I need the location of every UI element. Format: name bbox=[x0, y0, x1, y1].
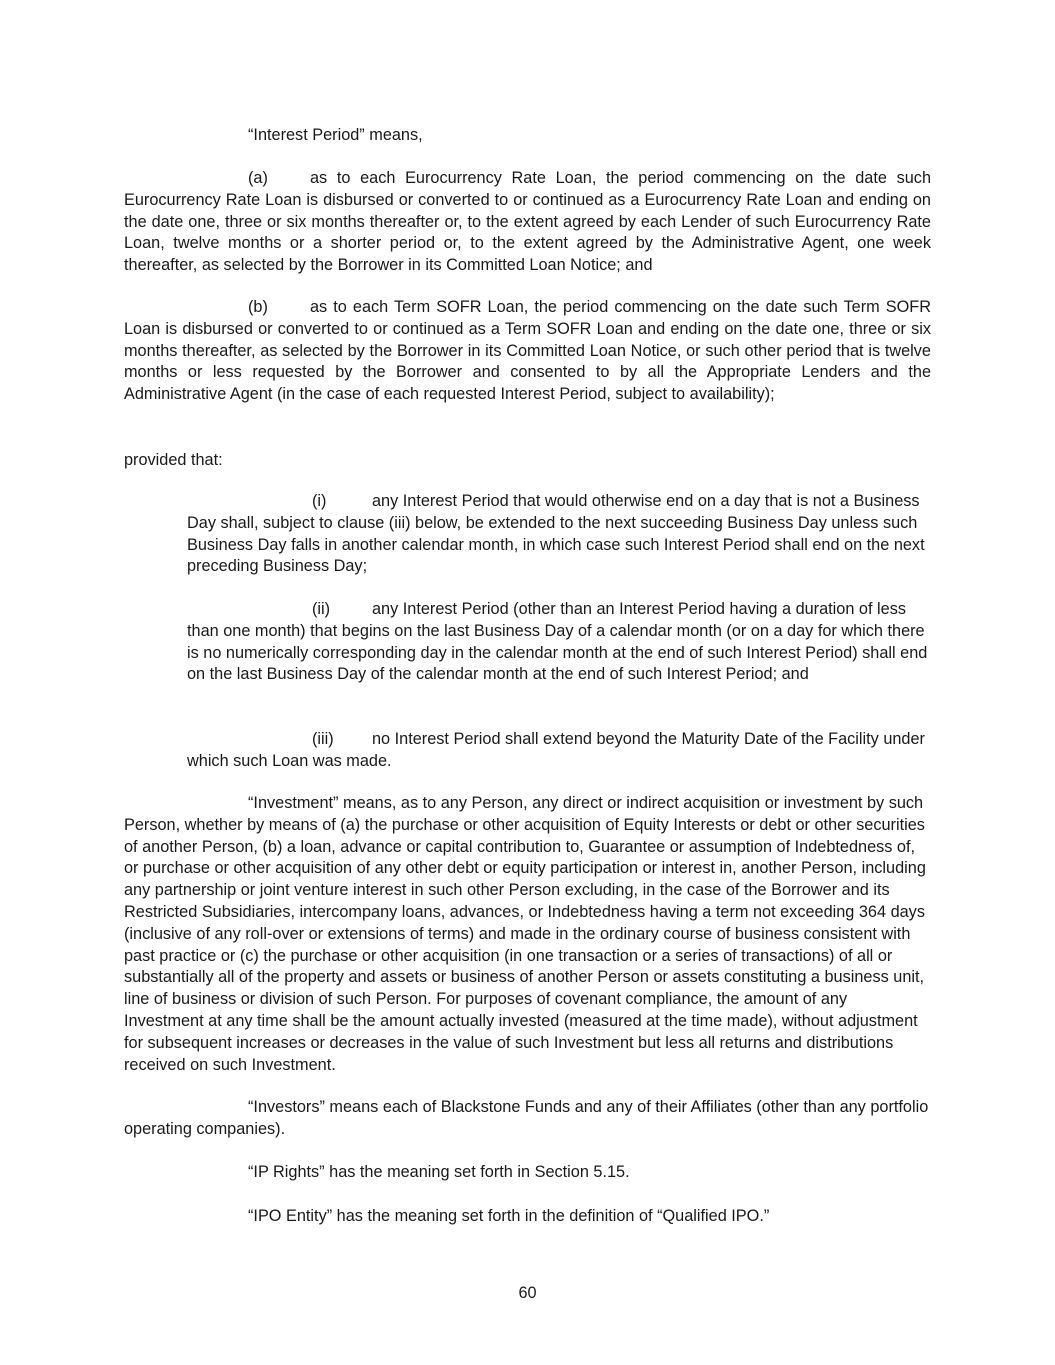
clause-label: (a) bbox=[248, 169, 268, 187]
clause-label: (b) bbox=[248, 298, 268, 316]
page-number: 60 bbox=[518, 1284, 537, 1302]
proviso-label: (ii) bbox=[312, 600, 331, 618]
defined-term: “IP Rights” bbox=[248, 1163, 325, 1181]
interest-period-heading: “Interest Period” means, bbox=[248, 126, 423, 144]
proviso-ii: (ii) any Interest Period (other than an Interest Period having a duration of less than one month) that begins on the last Business Day of a calendar month (or on a day for which there is no numerically corresponding day in the calendar month at the end of such Interest Period) shall end on the last Business Day of the calendar month at the end of such Interest Period; and bbox=[187, 600, 928, 684]
defined-term: “IPO Entity” bbox=[248, 1207, 333, 1225]
provided-that: provided that: bbox=[124, 451, 223, 469]
defined-term: “Investment” bbox=[248, 794, 339, 812]
defined-term: “Interest Period” bbox=[248, 126, 365, 144]
interest-period-clause-b: (b) as to each Term SOFR Loan, the period commencing on the date such Term SOFR Loan is disbursed or converted to or continued as a Term SOFR Loan and ending on the date one, three or six months thereafter, as selected by the Borrower in its Committed Loan Notice, or such other period that is twelve months or less requested by the Borrower and consented to by all the Appropriate Lenders and the Administrative Agent (in the case of each requested Interest Period, subject to availability); bbox=[124, 298, 931, 404]
investors-definition: “Investors” means each of Blackstone Funds and any of their Affiliates (other than any portfolio operating companies). bbox=[124, 1098, 929, 1138]
proviso-label: (iii) bbox=[312, 730, 334, 748]
defined-term: “Investors” bbox=[248, 1098, 325, 1116]
proviso-i: (i) any Interest Period that would otherwise end on a day that is not a Business Day shall, subject to clause (iii) below, be extended to the next succeeding Business Day unless such Business Day falls in another calendar month, in which case such Interest Period shall end on the next preceding Business Day; bbox=[187, 492, 925, 576]
interest-period-clause-a: (a) as to each Eurocurrency Rate Loan, the period commencing on the date such Eurocurrency Rate Loan is disbursed or converted to or continued as a Eurocurrency Rate Loan and ending on the date one, three or six months thereafter or, to the extent agreed by each Lender of such Eurocurrency Rate Loan, twelve months or a shorter period or, to the extent agreed by the Administrative Agent, one week thereafter, as selected by the Borrower in its Committed Loan Notice; and bbox=[124, 169, 931, 275]
ipo-entity-definition: “IPO Entity” has the meaning set forth in the definition of “Qualified IPO.” bbox=[248, 1207, 770, 1225]
ip-rights-definition: “IP Rights” has the meaning set forth in Section 5.15. bbox=[248, 1163, 630, 1181]
proviso-iii: (iii) no Interest Period shall extend beyond the Maturity Date of the Facility under which such Loan was made. bbox=[187, 730, 925, 770]
proviso-label: (i) bbox=[312, 492, 327, 510]
investment-definition: “Investment” means, as to any Person, any direct or indirect acquisition or investment by such Person, whether by means of (a) the purchase or other acquisition of Equity Interests or debt or other securities of another Person, (b) a loan, advance or capital contribution to, Guarantee or assumption of Indebtedness of, or purchase or other acquisition of any other debt or equity participation or interest in, another Person, including any partnership or joint venture interest in such other Person excluding, in the case of the Borrower and its Restricted Subsidiaries, intercompany loans, advances, or Indebtedness having a term not exceeding 364 days (inclusive of any roll-over or extensions of terms) and made in the ordinary course of business consistent with past practice or (c) the purchase or other acquisition (in one transaction or a series of transactions) of all or substantially all of the property and assets or business of another Person or assets constituting a business unit, line of business or division of such Person. For purposes of covenant compliance, the amount of any Investment at any time shall be the amount actually invested (measured at the time made), without adjustment for subsequent increases or decreases in the value of such Investment but less all returns and distributions received on such Investment. bbox=[124, 794, 926, 1074]
